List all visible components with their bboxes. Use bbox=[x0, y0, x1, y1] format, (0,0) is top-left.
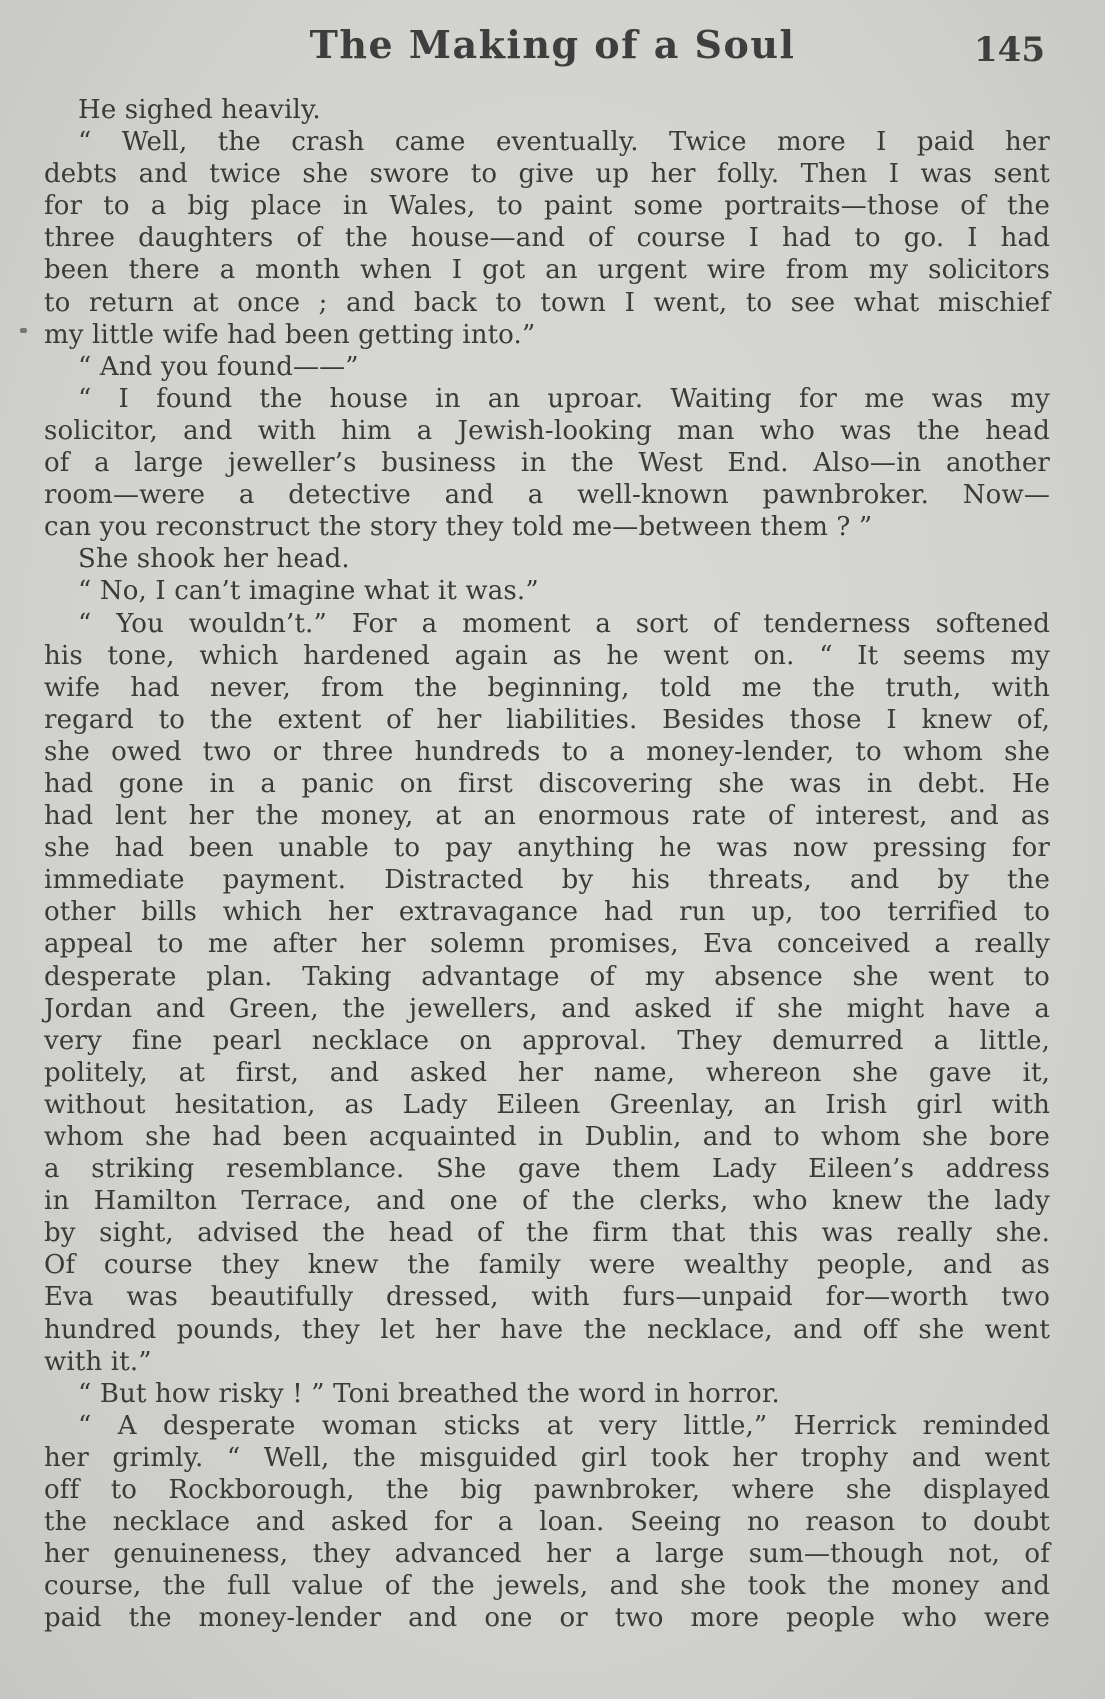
text-line: “ But how risky ! ” Toni breathed the word in horror. bbox=[78, 1378, 780, 1409]
text-line: her genuineness, they advanced her a large sum—though not, of bbox=[44, 1539, 1050, 1570]
text-line: She shook her head. bbox=[78, 544, 350, 575]
text-line: she owed two or three hundreds to a money-lender, to whom she bbox=[44, 736, 1050, 767]
text-line: in Hamilton Terrace, and one of the clerks, who knew the lady bbox=[44, 1186, 1050, 1217]
text-line: course, the full value of the jewels, and she took the money and bbox=[44, 1571, 1050, 1602]
text-line: room—were a detective and a well-known pawnbroker. Now— bbox=[44, 480, 1050, 511]
text-line: “ And you found——” bbox=[78, 351, 359, 382]
text-line: wife had never, from the beginning, told me the truth, with bbox=[44, 672, 1050, 703]
text-line: “ Well, the crash came eventually. Twice more I paid her bbox=[78, 127, 1050, 158]
text-line: “ A desperate woman sticks at very little,” Herrick reminded bbox=[78, 1410, 1050, 1441]
text-line: had lent her the money, at an enormous rate of interest, and as bbox=[44, 801, 1050, 832]
text-line: very fine pearl necklace on approval. They demurred a little, bbox=[44, 1025, 1050, 1056]
text-line: “ No, I can’t imagine what it was.” bbox=[78, 576, 539, 607]
text-line: his tone, which hardened again as he went on. “ It seems my bbox=[44, 640, 1050, 671]
text-line: by sight, advised the head of the firm that this was really she. bbox=[44, 1218, 1050, 1249]
page-number: 145 bbox=[974, 30, 1045, 70]
text-line: for to a big place in Wales, to paint some portraits—those of the bbox=[44, 191, 1050, 222]
text-line: with it.” bbox=[44, 1346, 152, 1377]
text-line: had gone in a panic on first discovering she was in debt. He bbox=[44, 768, 1050, 799]
page-header bbox=[0, 22, 1105, 76]
text-line: Eva was beautifully dressed, with furs—unpaid for—worth two bbox=[44, 1282, 1050, 1313]
text-line: her grimly. “ Well, the misguided girl took her trophy and went bbox=[44, 1442, 1050, 1473]
text-line: off to Rockborough, the big pawnbroker, where she displayed bbox=[44, 1475, 1050, 1506]
text-line: immediate payment. Distracted by his threats, and by the bbox=[44, 865, 1050, 896]
text-line: without hesitation, as Lady Eileen Greenlay, an Irish girl with bbox=[44, 1089, 1050, 1120]
running-title: The Making of a Soul bbox=[309, 22, 796, 67]
text-line: Of course they knew the family were wealthy people, and as bbox=[44, 1250, 1050, 1281]
text-line: of a large jeweller’s business in the West End. Also—in another bbox=[44, 448, 1050, 479]
text-line: to return at once ; and back to town I went, to see what mischief bbox=[44, 287, 1050, 318]
text-line: debts and twice she swore to give up her folly. Then I was sent bbox=[44, 159, 1050, 190]
text-line: regard to the extent of her liabilities. Besides those I knew of, bbox=[44, 704, 1050, 735]
text-line: paid the money-lender and one or two more people who were bbox=[44, 1603, 1050, 1634]
text-line: other bills which her extravagance had run up, too terrified to bbox=[44, 897, 1050, 928]
text-line: the necklace and asked for a loan. Seeing no reason to doubt bbox=[44, 1507, 1050, 1538]
body-text bbox=[44, 94, 1050, 1635]
text-line: been there a month when I got an urgent wire from my solicitors bbox=[44, 255, 1050, 286]
text-line: a striking resemblance. She gave them Lady Eileen’s address bbox=[44, 1154, 1050, 1185]
text-line: solicitor, and with him a Jewish-looking man who was the head bbox=[44, 415, 1050, 446]
text-line: politely, at first, and asked her name, whereon she gave it, bbox=[44, 1057, 1050, 1088]
text-line: my little wife had been getting into.” bbox=[44, 319, 536, 350]
text-line: Jordan and Green, the jewellers, and asked if she might have a bbox=[44, 993, 1050, 1024]
text-line: three daughters of the house—and of course I had to go. I had bbox=[44, 223, 1050, 254]
text-line: He sighed heavily. bbox=[78, 95, 321, 125]
text-line: whom she had been acquainted in Dublin, and to whom she bore bbox=[44, 1122, 1050, 1152]
text-line: she had been unable to pay anything he was now pressing for bbox=[44, 833, 1050, 864]
text-line: “ You wouldn’t.” For a moment a sort of tenderness softened bbox=[78, 608, 1050, 639]
text-line: desperate plan. Taking advantage of my absence she went to bbox=[44, 961, 1050, 992]
text-line: “ I found the house in an uproar. Waiting for me was my bbox=[78, 383, 1050, 414]
margin-mark bbox=[20, 328, 27, 333]
text-line: appeal to me after her solemn promises, Eva conceived a really bbox=[44, 929, 1050, 960]
text-line: can you reconstruct the story they told me—between them ? ” bbox=[44, 512, 873, 543]
text-line: hundred pounds, they let her have the necklace, and off she went bbox=[44, 1314, 1050, 1345]
